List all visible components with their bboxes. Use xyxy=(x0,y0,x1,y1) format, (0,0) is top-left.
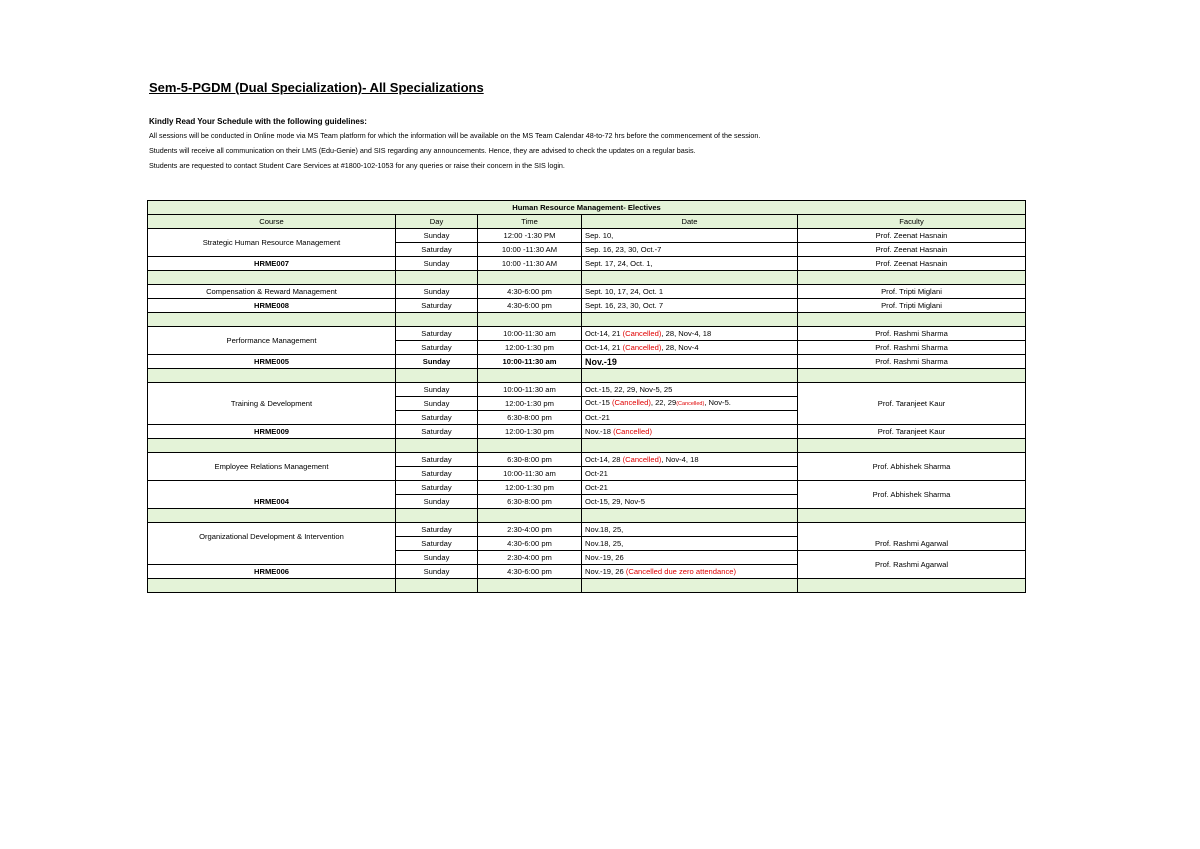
day-cell: Sunday xyxy=(396,285,478,299)
day-cell: Sunday xyxy=(396,397,478,411)
col-time: Time xyxy=(478,215,582,229)
course-name: Training & Development xyxy=(148,383,396,425)
time-cell: 10:00 -11:30 AM xyxy=(478,257,582,271)
time-cell: 10:00-11:30 am xyxy=(478,467,582,481)
date-cell: Oct-15, 29, Nov-5 xyxy=(582,495,798,509)
time-cell: 10:00 -11:30 AM xyxy=(478,243,582,257)
date-cell: Sept. 17, 24, Oct. 1, xyxy=(582,257,798,271)
table-heading: Human Resource Management- Electives xyxy=(148,201,1026,215)
time-cell: 10:00-11:30 am xyxy=(478,355,582,369)
date-cell: Oct-21 xyxy=(582,481,798,495)
time-cell: 6:30-8:00 pm xyxy=(478,495,582,509)
time-cell: 4:30-6:00 pm xyxy=(478,565,582,579)
course-name: Employee Relations Management xyxy=(148,453,396,481)
table-heading-row xyxy=(148,201,1026,215)
time-cell: 12:00-1:30 pm xyxy=(478,397,582,411)
col-faculty: Faculty xyxy=(798,215,1026,229)
day-cell: Saturday xyxy=(396,537,478,551)
table-row xyxy=(148,425,1026,439)
date-cell: Oct-21 xyxy=(582,467,798,481)
day-cell: Saturday xyxy=(396,523,478,537)
faculty-cell: Prof. Rashmi Sharma xyxy=(798,327,1026,341)
spacer-row xyxy=(148,509,1026,523)
date-cell xyxy=(582,341,798,355)
cancelled-note: (Cancelled) xyxy=(622,328,662,338)
table-row xyxy=(148,355,1026,369)
time-cell: 6:30-8:00 pm xyxy=(478,411,582,425)
faculty-cell: Prof. Zeenat Hasnain xyxy=(798,229,1026,243)
date-text: Oct-14, 28 xyxy=(585,454,623,464)
course-name: Organizational Development & Intervention xyxy=(148,523,396,565)
spacer-row xyxy=(148,439,1026,453)
date-cell: Nov.18, 25, xyxy=(582,537,798,551)
guideline-online-mode: All sessions will be conducted in Online mode via MS Team platform for which the information will be available on the MS Team Calendar 48-to-72 hrs before the commencement of the session. xyxy=(149,131,761,140)
faculty-cell: Prof. Tripti Miglani xyxy=(798,285,1026,299)
date-cell xyxy=(582,327,798,341)
day-cell: Saturday xyxy=(396,243,478,257)
day-cell: Saturday xyxy=(396,425,478,439)
faculty-cell: Prof. Tripti Miglani xyxy=(798,299,1026,313)
table-row xyxy=(148,257,1026,271)
page-title: Sem-5-PGDM (Dual Specialization)- All Specializations xyxy=(149,80,484,95)
time-cell: 2:30-4:00 pm xyxy=(478,551,582,565)
time-cell: 4:30-6:00 pm xyxy=(478,285,582,299)
table-row xyxy=(148,229,1026,243)
course-code: HRME004 xyxy=(148,481,396,509)
faculty-cell: Prof. Taranjeet Kaur xyxy=(798,425,1026,439)
time-cell: 4:30-6:00 pm xyxy=(478,299,582,313)
day-cell: Saturday xyxy=(396,341,478,355)
faculty-cell: Prof. Rashmi Sharma xyxy=(798,341,1026,355)
date-cell: Nov.-19 xyxy=(582,355,798,369)
date-cell: Nov.18, 25, xyxy=(582,523,798,537)
date-text: Oct.-15 xyxy=(585,398,613,407)
course-code: HRME005 xyxy=(148,355,396,369)
schedule-table xyxy=(147,200,1026,593)
cancelled-note: (Cancelled) xyxy=(676,401,705,407)
date-text: , 28, Nov-4 xyxy=(661,342,699,352)
day-cell: Saturday xyxy=(396,411,478,425)
day-cell: Saturday xyxy=(396,299,478,313)
table-row xyxy=(148,299,1026,313)
course-name: Compensation & Reward Management xyxy=(148,285,396,299)
date-cell: Sept. 16, 23, 30, Oct. 7 xyxy=(582,299,798,313)
cancelled-note: (Cancelled) xyxy=(622,454,662,464)
time-cell: 6:30-8:00 pm xyxy=(478,453,582,467)
date-cell: Sep. 10, xyxy=(582,229,798,243)
day-cell: Saturday xyxy=(396,481,478,495)
faculty-cell: Prof. Zeenat Hasnain xyxy=(798,243,1026,257)
date-cell xyxy=(582,397,798,411)
date-text: , 22, 29 xyxy=(650,398,677,407)
spacer-row xyxy=(148,369,1026,383)
faculty-cell: Prof. Rashmi Agarwal xyxy=(798,551,1026,579)
table-row xyxy=(148,285,1026,299)
guideline-student-care: Students are requested to contact Student Care Services at #1800-102-1053 for any queries or raise their concern in the SIS login. xyxy=(149,161,565,170)
date-text: , Nov-4, 18 xyxy=(661,454,699,464)
date-cell xyxy=(582,453,798,467)
col-date: Date xyxy=(582,215,798,229)
col-day: Day xyxy=(396,215,478,229)
date-cell: Sep. 16, 23, 30, Oct.-7 xyxy=(582,243,798,257)
day-cell: Sunday xyxy=(396,565,478,579)
faculty-cell: Prof. Taranjeet Kaur xyxy=(798,383,1026,425)
time-cell: 10:00-11:30 am xyxy=(478,327,582,341)
cancelled-note: (Cancelled) xyxy=(612,398,651,407)
table-row xyxy=(148,453,1026,467)
spacer-row xyxy=(148,271,1026,285)
date-text: Oct-14, 21 xyxy=(585,342,623,352)
spacer-row xyxy=(148,579,1026,593)
course-code: HRME009 xyxy=(148,425,396,439)
time-cell: 2:30-4:00 pm xyxy=(478,523,582,537)
date-cell: Oct.-15, 22, 29, Nov-5, 25 xyxy=(582,383,798,397)
spacer-row xyxy=(148,313,1026,327)
course-code: HRME007 xyxy=(148,257,396,271)
date-text: Nov.-19, 26 xyxy=(585,566,626,576)
faculty-cell: Prof. Abhishek Sharma xyxy=(798,453,1026,481)
faculty-cell: Prof. Abhishek Sharma xyxy=(798,481,1026,509)
faculty-cell: Prof. Zeenat Hasnain xyxy=(798,257,1026,271)
day-cell: Sunday xyxy=(396,551,478,565)
day-cell: Sunday xyxy=(396,495,478,509)
column-header-row xyxy=(148,215,1026,229)
table-row xyxy=(148,327,1026,341)
day-cell: Sunday xyxy=(396,355,478,369)
cancelled-note: (Cancelled due zero attendance) xyxy=(625,566,736,576)
date-text: , Nov-5. xyxy=(704,398,731,407)
course-code: HRME008 xyxy=(148,299,396,313)
day-cell: Saturday xyxy=(396,327,478,341)
time-cell: 10:00-11:30 am xyxy=(478,383,582,397)
table-row xyxy=(148,481,1026,495)
table-row xyxy=(148,383,1026,397)
date-text: , 28, Nov-4, 18 xyxy=(661,328,712,338)
day-cell: Saturday xyxy=(396,467,478,481)
date-cell xyxy=(582,425,798,439)
course-name: Performance Management xyxy=(148,327,396,355)
date-cell: Nov.-19, 26 xyxy=(582,551,798,565)
day-cell: Sunday xyxy=(396,257,478,271)
date-cell: Sept. 10, 17, 24, Oct. 1 xyxy=(582,285,798,299)
course-name: Strategic Human Resource Management xyxy=(148,229,396,257)
time-cell: 12:00-1:30 pm xyxy=(478,425,582,439)
faculty-cell: Prof. Rashmi Agarwal xyxy=(798,523,1026,551)
time-cell: 12:00-1:30 pm xyxy=(478,481,582,495)
date-cell xyxy=(582,565,798,579)
day-cell: Sunday xyxy=(396,229,478,243)
col-course: Course xyxy=(148,215,396,229)
cancelled-note: (Cancelled) xyxy=(613,426,652,436)
time-cell: 12:00 -1:30 PM xyxy=(478,229,582,243)
day-cell: Saturday xyxy=(396,453,478,467)
time-cell: 12:00-1:30 pm xyxy=(478,341,582,355)
faculty-cell: Prof. Rashmi Sharma xyxy=(798,355,1026,369)
cancelled-note: (Cancelled) xyxy=(622,342,662,352)
guidelines-heading: Kindly Read Your Schedule with the following guidelines: xyxy=(149,117,367,126)
date-cell: Oct.-21 xyxy=(582,411,798,425)
table-row xyxy=(148,523,1026,537)
date-text: Nov.-18 xyxy=(585,426,614,436)
time-cell: 4:30-6:00 pm xyxy=(478,537,582,551)
date-text: Oct-14, 21 xyxy=(585,328,623,338)
day-cell: Sunday xyxy=(396,383,478,397)
guideline-communication: Students will receive all communication on their LMS (Edu-Genie) and SIS regarding any announcements. Hence, they are advised to check the updates on a regular basis. xyxy=(149,146,696,155)
course-code: HRME006 xyxy=(148,565,396,579)
